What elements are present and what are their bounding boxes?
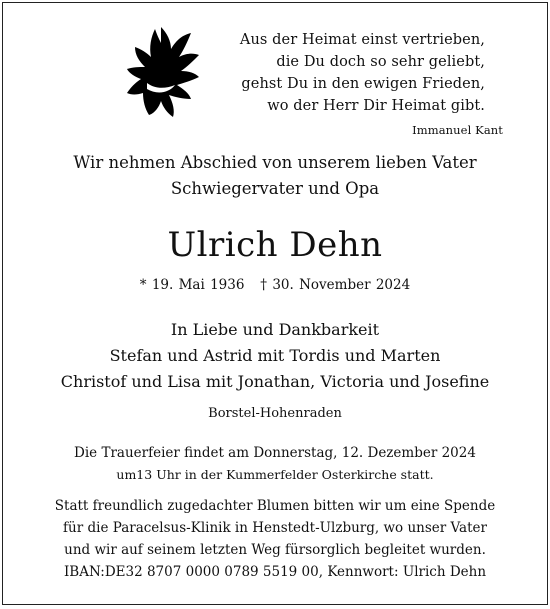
family-line: Christof und Lisa mit Jonathan, Victoria und Josefine [60, 372, 490, 391]
deceased-name: Ulrich Dehn [167, 225, 383, 265]
donation-line: Statt freundlich zugedachter Blumen bitten wir um eine Spende [54, 498, 496, 514]
life-dates [3, 276, 547, 294]
birth-date: * 19. Mai 1936 [139, 277, 245, 293]
service-line: um13 Uhr in der Kummerfelder Osterkirche statt. [116, 467, 434, 482]
service-line: Die Trauerfeier findet am Donnerstag, 12. Dezember 2024 [74, 445, 476, 461]
funeral-service-info [3, 443, 547, 485]
donation-line: und wir auf seinem letzten Weg fürsorglich begleitet wurden. [64, 542, 486, 558]
poem [239, 29, 503, 137]
family-line: Stefan und Astrid mit Tordis und Marten [109, 346, 441, 365]
poem-line: Aus der Heimat einst vertrieben, [239, 32, 485, 48]
donation-line: für die Paracelsus-Klinik in Henstedt-Ulzburg, wo unser Vater [63, 520, 487, 536]
poem-author: Immanuel Kant [412, 123, 503, 137]
family-line: In Liebe und Dankbarkeit [170, 320, 380, 339]
family-signature [3, 317, 547, 395]
bank-details: IBAN:DE32 8707 0000 0789 5519 00, Kennwort: Ulrich Dehn [63, 564, 487, 580]
death-date: † 30. November 2024 [260, 277, 411, 293]
donation-note [3, 495, 547, 583]
intro-line: Schwiegervater und Opa [170, 179, 380, 198]
place-name: Borstel-Hohenraden [208, 406, 342, 421]
poem-line: die Du doch so sehr geliebt, [276, 54, 485, 70]
intro-text [3, 150, 547, 202]
obituary-notice [2, 2, 548, 605]
intro-line: Wir nehmen Abschied von unserem lieben Vater [73, 153, 477, 172]
poem-line: wo der Herr Dir Heimat gibt. [267, 98, 485, 114]
poem-line: gehst Du in den ewigen Frieden, [241, 76, 485, 92]
eagle-wing-icon [121, 23, 201, 119]
